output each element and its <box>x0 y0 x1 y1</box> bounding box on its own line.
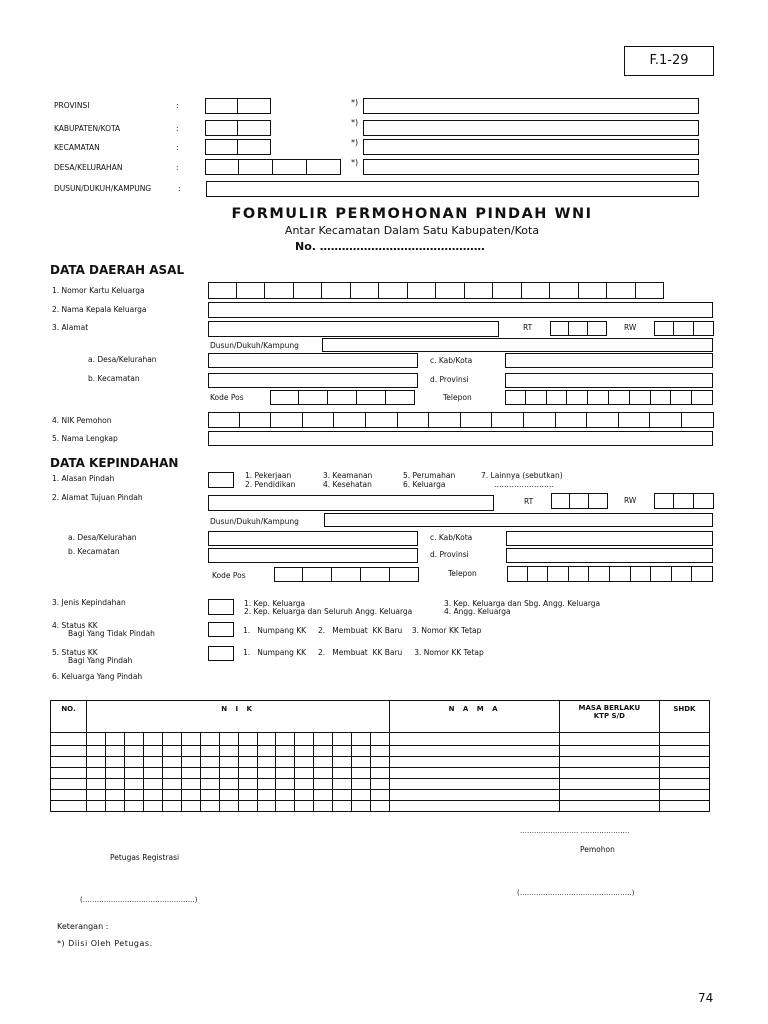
nik-digit-cell[interactable] <box>333 733 352 746</box>
nik-digit-cell[interactable] <box>124 779 143 790</box>
nik-digit-cell[interactable] <box>352 757 371 768</box>
form-title: FORMULIR PERMOHONAN PINDAH WNI <box>231 206 593 222</box>
nik-digit-cell[interactable] <box>238 746 257 757</box>
colon: : <box>176 124 179 133</box>
label-status-kk-pindah: 5. Status KK <box>52 648 98 657</box>
nik-digit-cell[interactable] <box>333 790 352 801</box>
shdk-cell[interactable] <box>659 757 709 768</box>
kab-tujuan-field[interactable] <box>506 531 713 546</box>
nik-digit-cell[interactable] <box>276 733 295 746</box>
row-no-cell[interactable] <box>51 801 87 812</box>
nik-digit-cell[interactable] <box>86 733 105 746</box>
date-place-dots: ……………………. ………………… <box>520 827 630 835</box>
col-masa-label: MASA BERLAKU <box>578 704 641 712</box>
nik-digit-cell[interactable] <box>124 801 143 812</box>
nik-digit-cell[interactable] <box>295 733 314 746</box>
kodepos-asal-boxes[interactable] <box>270 390 415 405</box>
nik-digit-cell[interactable] <box>371 757 390 768</box>
nik-digit-cell[interactable] <box>162 779 181 790</box>
label-provinsi: PROVINSI <box>54 101 90 110</box>
nik-digit-cell[interactable] <box>143 733 162 746</box>
table-row[interactable] <box>51 733 710 746</box>
label-rw: RW <box>624 496 637 505</box>
nik-digit-cell[interactable] <box>105 790 124 801</box>
nik-digit-cell[interactable] <box>371 768 390 779</box>
section-heading-pindah: DATA KEPINDAHAN <box>50 456 179 470</box>
nik-digit-cell[interactable] <box>181 801 200 812</box>
asterisk: *) <box>351 98 359 107</box>
nik-digit-cell[interactable] <box>162 790 181 801</box>
nik-digit-cell[interactable] <box>219 746 238 757</box>
label-alasan: 1. Alasan Pindah <box>52 474 115 483</box>
status-kk-pindah-box[interactable] <box>208 646 234 661</box>
nik-digit-cell[interactable] <box>200 768 219 779</box>
label-telepon-asal: Telepon <box>443 393 472 402</box>
nik-digit-cell[interactable] <box>105 801 124 812</box>
label-dusun: DUSUN/DUKUH/KAMPUNG <box>54 184 152 193</box>
label-kab-asal: c. Kab/Kota <box>430 356 473 365</box>
jenis-box[interactable] <box>208 599 234 615</box>
table-row[interactable] <box>51 768 710 779</box>
row-no-cell[interactable] <box>51 746 87 757</box>
label-desa-asal: a. Desa/Kelurahan <box>88 355 157 364</box>
jenis-option: 2. Kep. Keluarga dan Seluruh Angg. Keluarga <box>244 607 413 616</box>
form-subtitle: Antar Kecamatan Dalam Satu Kabupaten/Kota <box>284 224 540 237</box>
kec-tujuan-field[interactable] <box>208 548 418 563</box>
shdk-cell[interactable] <box>659 801 709 812</box>
nik-digit-cell[interactable] <box>352 779 371 790</box>
nik-digit-cell[interactable] <box>124 757 143 768</box>
colon: : <box>178 184 181 193</box>
nama-cell[interactable] <box>390 757 560 768</box>
nik-digit-cell[interactable] <box>257 746 276 757</box>
nik-digit-cell[interactable] <box>181 757 200 768</box>
nik-digit-cell[interactable] <box>105 779 124 790</box>
nik-digit-cell[interactable] <box>371 746 390 757</box>
nik-digit-cell[interactable] <box>238 768 257 779</box>
nik-digit-cell[interactable] <box>86 757 105 768</box>
nik-digit-cell[interactable] <box>295 746 314 757</box>
asterisk: *) <box>351 158 359 167</box>
masa-cell[interactable] <box>559 746 659 757</box>
kabupaten-name-field[interactable] <box>363 120 699 136</box>
nik-digit-cell[interactable] <box>181 746 200 757</box>
nik-digit-cell[interactable] <box>333 768 352 779</box>
status-kk-pindah-options: 1. Numpang KK 2. Membuat KK Baru 3. Nomor KK Tetap <box>243 648 484 657</box>
nik-digit-cell[interactable] <box>143 768 162 779</box>
table-row[interactable] <box>51 790 710 801</box>
desa-name-field[interactable] <box>363 159 699 175</box>
nik-digit-cell[interactable] <box>238 790 257 801</box>
kecamatan-name-field[interactable] <box>363 139 699 155</box>
nik-digit-cell[interactable] <box>219 779 238 790</box>
nik-digit-cell[interactable] <box>86 779 105 790</box>
col-nik-header: N I K <box>86 701 389 733</box>
nik-digit-cell[interactable] <box>143 801 162 812</box>
jenis-option: 4. Angg. Keluarga <box>444 607 511 616</box>
nik-digit-cell[interactable] <box>333 757 352 768</box>
alasan-option: 4. Kesehatan <box>323 480 372 489</box>
label-nama-lengkap: 5. Nama Lengkap <box>52 434 118 443</box>
table-row[interactable] <box>51 779 710 790</box>
label-status-kk-tidak-pindah: 4. Status KK <box>52 621 98 630</box>
nik-digit-cell[interactable] <box>124 768 143 779</box>
nik-digit-cell[interactable] <box>238 779 257 790</box>
label-kodepos-tujuan: Kode Pos <box>212 571 246 580</box>
masa-cell[interactable] <box>559 733 659 746</box>
nik-digit-cell[interactable] <box>314 757 333 768</box>
nik-digit-cell[interactable] <box>276 779 295 790</box>
nik-digit-cell[interactable] <box>333 779 352 790</box>
dusun-field[interactable] <box>206 181 699 197</box>
nik-digit-cell[interactable] <box>295 801 314 812</box>
kec-asal-field[interactable] <box>208 373 418 388</box>
nik-digit-cell[interactable] <box>162 746 181 757</box>
provinsi-code-boxes[interactable] <box>205 98 271 114</box>
nik-digit-cell[interactable] <box>257 733 276 746</box>
nik-digit-cell[interactable] <box>143 746 162 757</box>
form-code: F.1-29 <box>649 53 689 68</box>
nik-digit-cell[interactable] <box>105 733 124 746</box>
table-row[interactable] <box>51 801 710 812</box>
nama-cell[interactable] <box>390 746 560 757</box>
nik-digit-cell[interactable] <box>143 757 162 768</box>
nama-cell[interactable] <box>390 768 560 779</box>
prov-tujuan-field[interactable] <box>506 548 713 563</box>
nik-digit-cell[interactable] <box>295 757 314 768</box>
colon: : <box>176 143 179 152</box>
nik-digit-cell[interactable] <box>143 779 162 790</box>
nik-digit-cell[interactable] <box>86 790 105 801</box>
table-row[interactable] <box>51 757 710 768</box>
rw-tujuan-boxes[interactable] <box>654 493 714 509</box>
form-number: No. ……………………………………… <box>295 240 485 253</box>
row-no-cell[interactable] <box>51 779 87 790</box>
nik-digit-cell[interactable] <box>219 801 238 812</box>
label-nama-kepala: 2. Nama Kepala Keluarga <box>52 305 147 314</box>
label-status-kk-pindah-sub: Bagi Yang Pindah <box>68 656 133 665</box>
alasan-option: 5. Perumahan <box>403 471 456 480</box>
nik-digit-cell[interactable] <box>333 746 352 757</box>
masa-cell[interactable] <box>559 801 659 812</box>
col-no-header: NO. <box>51 701 87 733</box>
masa-cell[interactable] <box>559 757 659 768</box>
jenis-option: 1. Kep. Keluarga <box>244 599 306 608</box>
telepon-tujuan-boxes[interactable] <box>507 566 713 582</box>
family-table <box>50 700 710 812</box>
notes-label: Keterangan : <box>57 922 109 931</box>
label-kec-asal: b. Kecamatan <box>88 374 140 383</box>
nik-digit-cell[interactable] <box>200 801 219 812</box>
shdk-cell[interactable] <box>659 779 709 790</box>
alasan-box[interactable] <box>208 472 234 488</box>
label-dusun-tujuan: Dusun/Dukuh/Kampung <box>210 517 299 526</box>
nama-kepala-field[interactable] <box>208 302 713 318</box>
nik-digit-cell[interactable] <box>257 757 276 768</box>
alasan-option: 6. Keluarga <box>403 480 446 489</box>
nik-digit-cell[interactable] <box>352 790 371 801</box>
nik-digit-cell[interactable] <box>276 768 295 779</box>
nik-digit-cell[interactable] <box>314 779 333 790</box>
label-alamat: 3. Alamat <box>52 323 89 332</box>
row-no-cell[interactable] <box>51 733 87 746</box>
col-nama-header: N A M A <box>390 701 560 733</box>
provinsi-name-field[interactable] <box>363 98 699 114</box>
label-kecamatan: KECAMATAN <box>54 143 100 152</box>
notes-text: *) Diisi Oleh Petugas. <box>57 939 153 948</box>
label-rw: RW <box>624 323 637 332</box>
alasan-option: 1. Pekerjaan <box>245 471 292 480</box>
colon: : <box>176 163 179 172</box>
nik-digit-cell[interactable] <box>200 733 219 746</box>
telepon-asal-boxes[interactable] <box>505 390 713 405</box>
nik-digit-cell[interactable] <box>238 733 257 746</box>
alasan-other-dots: …………………… <box>494 480 554 489</box>
page-number: 74 <box>698 991 714 1005</box>
masa-cell[interactable] <box>559 790 659 801</box>
nik-digit-cell[interactable] <box>219 757 238 768</box>
nik-digit-cell[interactable] <box>276 746 295 757</box>
masa-cell[interactable] <box>559 779 659 790</box>
nik-digit-cell[interactable] <box>257 801 276 812</box>
nik-digit-cell[interactable] <box>238 757 257 768</box>
label-status-kk-tidak-pindah-sub: Bagi Yang Tidak Pindah <box>68 629 155 638</box>
colon: : <box>176 101 179 110</box>
nama-cell[interactable] <box>390 801 560 812</box>
status-kk-tidak-pindah-box[interactable] <box>208 622 234 637</box>
nik-digit-cell[interactable] <box>143 790 162 801</box>
nik-digit-cell[interactable] <box>276 790 295 801</box>
signature-pemohon[interactable]: (…………………………………………) <box>517 889 635 897</box>
nik-digit-cell[interactable] <box>200 779 219 790</box>
label-kab-tujuan: c. Kab/Kota <box>430 533 473 542</box>
label-kec-tujuan: b. Kecamatan <box>68 547 120 556</box>
nik-digit-cell[interactable] <box>371 790 390 801</box>
nik-digit-cell[interactable] <box>181 779 200 790</box>
prov-asal-field[interactable] <box>505 373 713 388</box>
nik-digit-cell[interactable] <box>352 801 371 812</box>
rt-boxes[interactable] <box>550 321 607 336</box>
row-no-cell[interactable] <box>51 768 87 779</box>
alasan-option: 2. Pendidikan <box>245 480 296 489</box>
nama-lengkap-field[interactable] <box>208 431 713 446</box>
status-kk-tidak-pindah-options: 1. Numpang KK 2. Membuat KK Baru 3. Nomor KK Tetap <box>243 626 482 635</box>
alamat-tujuan-field[interactable] <box>208 495 494 511</box>
alasan-option: 3. Keamanan <box>323 471 373 480</box>
label-prov-asal: d. Provinsi <box>430 375 469 384</box>
col-shdk-header: SHDK <box>659 701 709 733</box>
nik-digit-cell[interactable] <box>181 733 200 746</box>
nik-digit-cell[interactable] <box>162 801 181 812</box>
label-kodepos-asal: Kode Pos <box>210 393 244 402</box>
nik-digit-cell[interactable] <box>314 790 333 801</box>
nama-cell[interactable] <box>390 733 560 746</box>
label-jenis: 3. Jenis Kepindahan <box>52 598 126 607</box>
nik-digit-cell[interactable] <box>219 790 238 801</box>
label-desa-tujuan: a. Desa/Kelurahan <box>68 533 137 542</box>
nik-digit-cell[interactable] <box>295 768 314 779</box>
nik-digit-cell[interactable] <box>105 746 124 757</box>
rw-boxes[interactable] <box>654 321 714 336</box>
nik-digit-cell[interactable] <box>257 790 276 801</box>
label-dusun-asal: Dusun/Dukuh/Kampung <box>210 341 299 350</box>
nik-digit-cell[interactable] <box>314 768 333 779</box>
label-keluarga-pindah: 6. Keluarga Yang Pindah <box>52 672 143 681</box>
nik-digit-cell[interactable] <box>352 733 371 746</box>
desa-tujuan-field[interactable] <box>208 531 418 546</box>
table-header-row <box>51 701 710 733</box>
row-no-cell[interactable] <box>51 790 87 801</box>
kecamatan-code-boxes[interactable] <box>205 139 271 155</box>
col-masa-sublabel: KTP S/D <box>593 712 625 720</box>
label-desa: DESA/KELURAHAN <box>54 163 123 172</box>
nik-digit-cell[interactable] <box>333 801 352 812</box>
masa-cell[interactable] <box>559 768 659 779</box>
nik-digit-cell[interactable] <box>86 768 105 779</box>
alasan-option: 7. Lainnya (sebutkan) <box>481 471 563 480</box>
col-masa-header <box>559 701 659 733</box>
signature-petugas[interactable]: (…………………………………………) <box>80 896 198 904</box>
nik-digit-cell[interactable] <box>200 790 219 801</box>
nik-digit-cell[interactable] <box>352 768 371 779</box>
nik-digit-cell[interactable] <box>276 757 295 768</box>
kab-asal-field[interactable] <box>505 353 713 368</box>
label-petugas: Petugas Registrasi <box>110 853 180 862</box>
nik-digit-cell[interactable] <box>295 790 314 801</box>
shdk-cell[interactable] <box>659 768 709 779</box>
nik-digit-cell[interactable] <box>257 779 276 790</box>
nomor-kk-boxes[interactable] <box>208 282 664 299</box>
nik-digit-cell[interactable] <box>257 768 276 779</box>
label-nomor-kk: 1. Nomor Kartu Keluarga <box>52 286 145 295</box>
desa-asal-field[interactable] <box>208 353 418 368</box>
asterisk: *) <box>351 118 359 127</box>
nik-digit-cell[interactable] <box>162 733 181 746</box>
shdk-cell[interactable] <box>659 746 709 757</box>
label-telepon-tujuan: Telepon <box>448 569 477 578</box>
label-nik-pemohon: 4. NIK Pemohon <box>52 416 112 425</box>
nik-digit-cell[interactable] <box>276 801 295 812</box>
section-heading-asal: DATA DAERAH ASAL <box>50 263 185 277</box>
nik-digit-cell[interactable] <box>352 746 371 757</box>
shdk-cell[interactable] <box>659 733 709 746</box>
nama-cell[interactable] <box>390 790 560 801</box>
label-rt: RT <box>524 497 534 506</box>
nama-cell[interactable] <box>390 779 560 790</box>
kodepos-tujuan-boxes[interactable] <box>274 567 419 582</box>
nik-digit-cell[interactable] <box>105 757 124 768</box>
nik-digit-cell[interactable] <box>371 801 390 812</box>
desa-code-boxes[interactable] <box>205 159 341 175</box>
nik-digit-cell[interactable] <box>295 779 314 790</box>
alamat-field[interactable] <box>208 321 499 337</box>
nik-digit-cell[interactable] <box>162 757 181 768</box>
rt-tujuan-boxes[interactable] <box>551 493 608 509</box>
dusun-tujuan-field[interactable] <box>324 513 713 527</box>
label-pemohon: Pemohon <box>580 845 615 854</box>
jenis-option: 3. Kep. Keluarga dan Sbg. Angg. Keluarga <box>444 599 601 608</box>
nik-digit-cell[interactable] <box>86 801 105 812</box>
nik-digit-cell[interactable] <box>314 733 333 746</box>
nik-digit-cell[interactable] <box>86 746 105 757</box>
label-alamat-tujuan: 2. Alamat Tujuan Pindah <box>52 493 143 502</box>
nik-pemohon-boxes[interactable] <box>208 412 714 428</box>
label-kabupaten: KABUPATEN/KOTA <box>54 124 121 133</box>
asterisk: *) <box>351 138 359 147</box>
kabupaten-code-boxes[interactable] <box>205 120 271 136</box>
nik-digit-cell[interactable] <box>124 733 143 746</box>
nik-digit-cell[interactable] <box>219 768 238 779</box>
nik-digit-cell[interactable] <box>219 733 238 746</box>
nik-digit-cell[interactable] <box>105 768 124 779</box>
nik-digit-cell[interactable] <box>371 779 390 790</box>
nik-digit-cell[interactable] <box>314 746 333 757</box>
nik-digit-cell[interactable] <box>181 768 200 779</box>
nik-digit-cell[interactable] <box>181 790 200 801</box>
nik-digit-cell[interactable] <box>314 801 333 812</box>
label-prov-tujuan: d. Provinsi <box>430 550 469 559</box>
nik-digit-cell[interactable] <box>238 801 257 812</box>
nik-digit-cell[interactable] <box>200 746 219 757</box>
label-rt: RT <box>523 323 533 332</box>
nik-digit-cell[interactable] <box>124 746 143 757</box>
row-no-cell[interactable] <box>51 757 87 768</box>
nik-digit-cell[interactable] <box>162 768 181 779</box>
nik-digit-cell[interactable] <box>371 733 390 746</box>
dusun-asal-field[interactable] <box>322 338 713 352</box>
table-row[interactable] <box>51 746 710 757</box>
nik-digit-cell[interactable] <box>124 790 143 801</box>
shdk-cell[interactable] <box>659 790 709 801</box>
nik-digit-cell[interactable] <box>200 757 219 768</box>
